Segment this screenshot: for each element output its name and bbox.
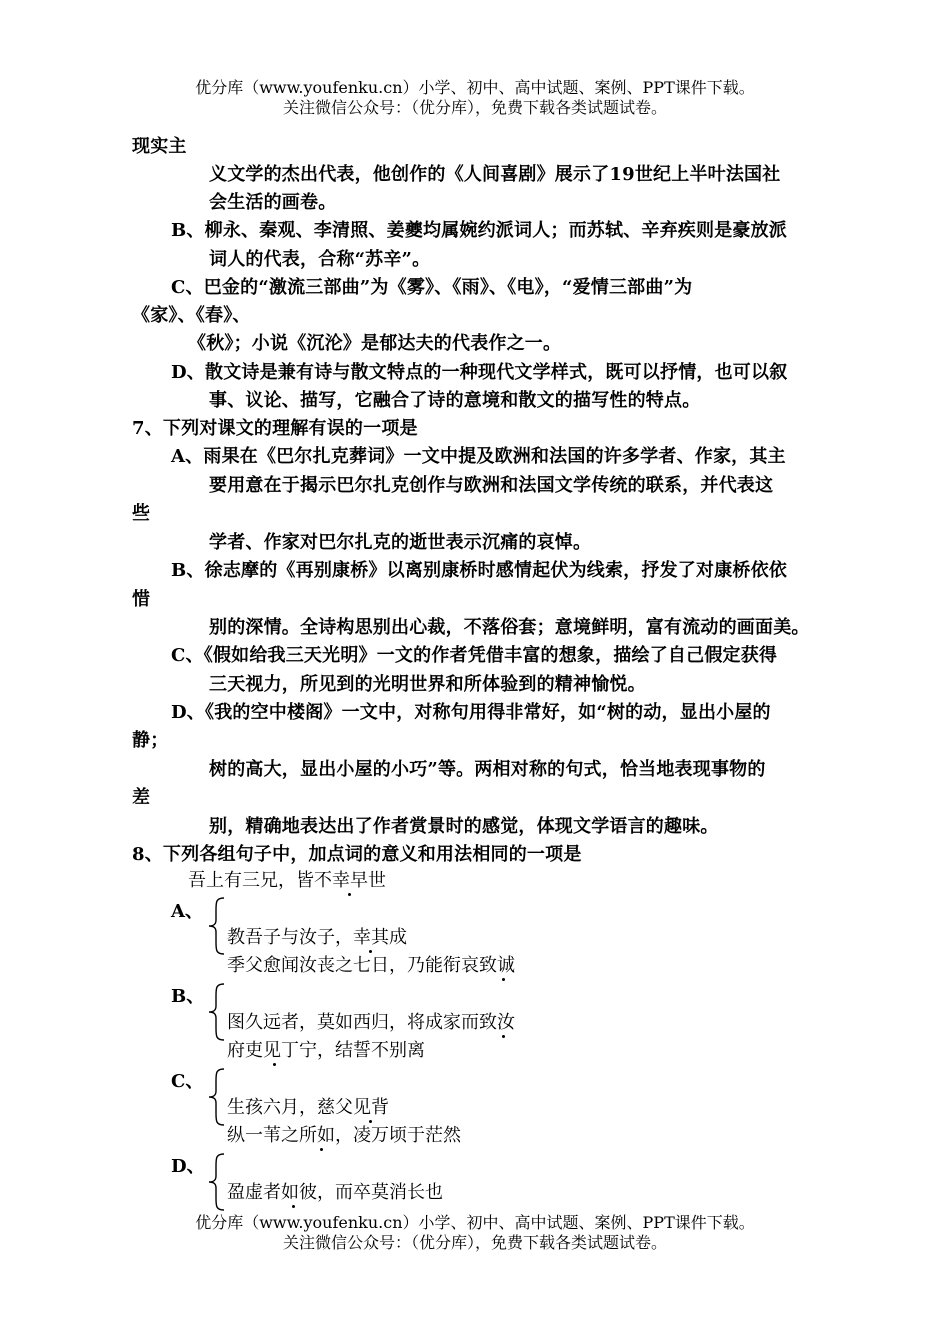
q8-c-sentence-1: 府吏见丁宁，结誓不别离 xyxy=(227,1040,425,1061)
q6-option-c-line-3: 《秋》；小说《沉沦》是郁达夫的代表作之一。 xyxy=(188,333,562,354)
q7-option-a-line-1: A、雨果在《巴尔扎克葬词》一文中提及欧洲和法国的许多学者、作家，其主 xyxy=(171,446,786,467)
emphasis-dot xyxy=(502,1035,505,1038)
q8-a-sentence-2: 教吾子与汝子，幸其成 xyxy=(227,927,407,948)
q6-option-c-line-2: 《家》、《春》、 xyxy=(132,305,251,326)
emphasis-dot xyxy=(292,1205,295,1208)
q8-option-c-label: C、 xyxy=(171,1071,204,1092)
q6-option-b-line-1: B、柳永、秦观、李清照、姜夔均属婉约派词人；而苏轼、辛弃疾则是豪放派 xyxy=(171,220,788,241)
q8-option-a-brace xyxy=(204,896,228,956)
emphasis-dot xyxy=(348,893,351,896)
q7-option-b-line-2: 惜 xyxy=(132,589,151,610)
q6-line-2: 义文学的杰出代表，他创作的《人间喜剧》展示了19世纪上半叶法国社 xyxy=(209,164,781,185)
q8-d-sentence-2: 盈虚者如彼，而卒莫消长也 xyxy=(227,1182,443,1203)
q7-option-d-line-1: D、《我的空中楼阁》一文中，对称句用得非常好，如“树的动，显出小屋的 xyxy=(171,702,771,723)
q7-stem: 7、下列对课文的理解有误的一项是 xyxy=(132,418,418,439)
q6-line-1: 现实主 xyxy=(132,136,187,157)
q6-option-c-line-1: C、巴金的“激流三部曲”为《雾》、《雨》、《电》，“爱情三部曲”为 xyxy=(171,277,693,298)
page-header-line2: 关注微信公众号：（优分库），免费下载各类试题试卷。 xyxy=(282,98,667,117)
q7-option-c-line-1: C、《假如给我三天光明》一文的作者凭借丰富的想象，描绘了自己假定获得 xyxy=(171,645,778,666)
q6-line-3: 会生活的画卷。 xyxy=(209,192,337,213)
page-footer-line2: 关注微信公众号：（优分库），免费下载各类试题试卷。 xyxy=(282,1233,667,1252)
page-footer-line1: 优分库（www.youfenku.cn）小学、初中、高中试题、案例、PPT课件下载。 xyxy=(195,1213,755,1232)
q6-option-d-line-1: D、散文诗是兼有诗与散文特点的一种现代文学样式，既可以抒情，也可以叙 xyxy=(171,362,788,383)
q8-d-sentence-1: 纵一苇之所如，凌万顷于茫然 xyxy=(227,1125,461,1146)
q8-b-sentence-1: 季父愈闻汝丧之七日，乃能衔哀致诚 xyxy=(227,955,515,976)
q6-option-b-line-2: 词人的代表，合称“苏辛”。 xyxy=(209,249,431,270)
q8-option-a-label: A、 xyxy=(171,901,203,922)
q7-option-d-line-4: 差 xyxy=(132,787,151,808)
q6-option-d-line-2: 事、议论、描写，它融合了诗的意境和散文的描写性的特点。 xyxy=(209,390,701,411)
q8-option-d-label: D、 xyxy=(171,1156,205,1177)
q8-option-c-brace xyxy=(204,1067,228,1127)
q7-option-a-line-2: 要用意在于揭示巴尔扎克创作与欧洲和法国文学传统的联系，并代表这 xyxy=(209,475,774,496)
q8-option-b-brace xyxy=(204,982,228,1042)
emphasis-dot xyxy=(369,950,372,953)
emphasis-dot xyxy=(502,978,505,981)
emphasis-dot xyxy=(369,1120,372,1123)
q7-option-d-line-2: 静； xyxy=(132,730,169,751)
q8-stem: 8、下列各组句子中，加点词的意义和用法相同的一项是 xyxy=(132,844,582,865)
q7-option-d-line-3: 树的高大，显出小屋的小巧”等。两相对称的句式，恰当地表现事物的 xyxy=(209,759,766,780)
page-header-line1: 优分库（www.youfenku.cn）小学、初中、高中试题、案例、PPT课件下载。 xyxy=(195,78,755,97)
q7-option-c-line-2: 三天视力，所见到的光明世界和所体验到的精神愉悦。 xyxy=(209,674,646,695)
q8-c-sentence-2: 生孩六月，慈父见背 xyxy=(227,1097,389,1118)
emphasis-dot xyxy=(273,1063,276,1066)
q8-a-sentence-1: 吾上有三兄，皆不幸早世 xyxy=(188,870,386,891)
q8-option-d-brace xyxy=(204,1152,228,1212)
q8-option-b-label: B、 xyxy=(171,986,205,1007)
q7-option-d-line-5: 别，精确地表达出了作者赏景时的感觉，体现文学语言的趣味。 xyxy=(209,816,719,837)
q8-b-sentence-2: 图久远者，莫如西归，将成家而致汝 xyxy=(227,1012,515,1033)
q7-option-b-line-3: 别的深情。全诗构思别出心裁，不落俗套；意境鲜明，富有流动的画面美。 xyxy=(209,617,810,638)
q7-option-b-line-1: B、徐志摩的《再别康桥》以离别康桥时感情起伏为线索，抒发了对康桥依依 xyxy=(171,560,788,581)
q7-option-a-line-4: 学者、作家对巴尔扎克的逝世表示沉痛的哀悼。 xyxy=(209,532,592,553)
emphasis-dot xyxy=(320,1148,323,1151)
q7-option-a-line-3: 些 xyxy=(132,503,151,524)
